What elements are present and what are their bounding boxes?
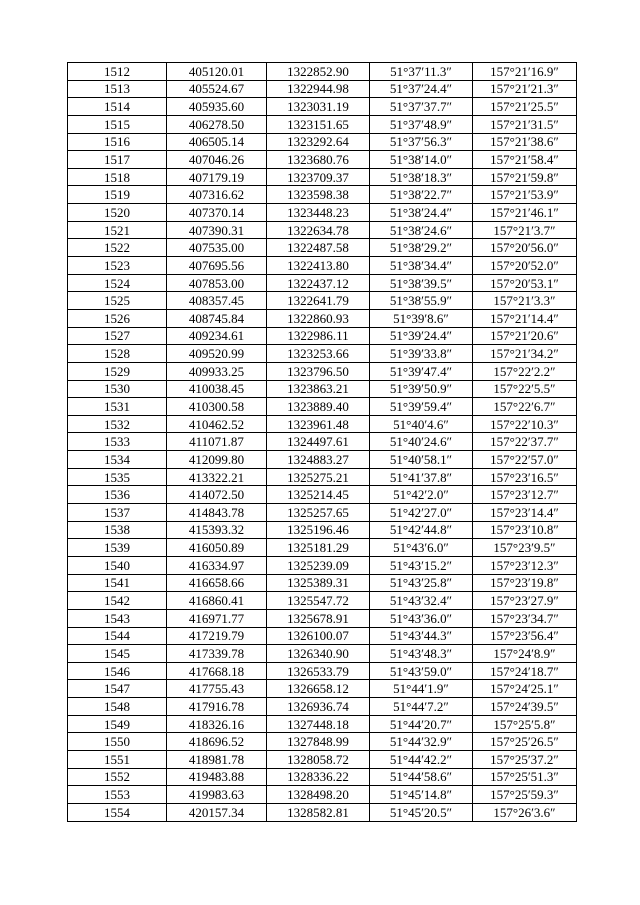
latitude-cell: 51°44′32.9″ [370, 733, 473, 751]
table-row [68, 98, 577, 116]
table-row [68, 592, 577, 610]
latitude-cell: 51°43′48.3″ [370, 645, 473, 663]
table-row [68, 768, 577, 786]
latitude-cell: 51°43′6.0″ [370, 539, 473, 557]
table-row [68, 451, 577, 469]
latitude-cell: 51°42′44.8″ [370, 521, 473, 539]
x-coordinate-cell: 415393.32 [167, 521, 267, 539]
longitude-cell: 157°21′58.4″ [473, 151, 577, 169]
latitude-cell: 51°43′44.3″ [370, 627, 473, 645]
y-coordinate-cell: 1322487.58 [267, 239, 370, 257]
table-row [68, 803, 577, 821]
x-coordinate-cell: 410462.52 [167, 415, 267, 433]
y-coordinate-cell: 1323709.37 [267, 168, 370, 186]
x-coordinate-cell: 414072.50 [167, 486, 267, 504]
longitude-cell: 157°21′46.1″ [473, 204, 577, 222]
x-coordinate-cell: 405935.60 [167, 98, 267, 116]
y-coordinate-cell: 1323292.64 [267, 133, 370, 151]
latitude-cell: 51°38′24.6″ [370, 221, 473, 239]
latitude-cell: 51°37′56.3″ [370, 133, 473, 151]
y-coordinate-cell: 1326340.90 [267, 645, 370, 663]
latitude-cell: 51°38′24.4″ [370, 204, 473, 222]
y-coordinate-cell: 1322986.11 [267, 327, 370, 345]
y-coordinate-cell: 1323151.65 [267, 115, 370, 133]
y-coordinate-cell: 1322944.98 [267, 80, 370, 98]
table-row [68, 645, 577, 663]
y-coordinate-cell: 1322437.12 [267, 274, 370, 292]
table-row [68, 521, 577, 539]
y-coordinate-cell: 1327448.18 [267, 715, 370, 733]
x-coordinate-cell: 416971.77 [167, 609, 267, 627]
longitude-cell: 157°25′5.8″ [473, 715, 577, 733]
x-coordinate-cell: 411071.87 [167, 433, 267, 451]
point-number-cell: 1542 [68, 592, 167, 610]
y-coordinate-cell: 1322413.80 [267, 257, 370, 275]
longitude-cell: 157°23′14.4″ [473, 504, 577, 522]
point-number-cell: 1530 [68, 380, 167, 398]
x-coordinate-cell: 413322.21 [167, 468, 267, 486]
point-number-cell: 1549 [68, 715, 167, 733]
x-coordinate-cell: 414843.78 [167, 504, 267, 522]
latitude-cell: 51°38′29.2″ [370, 239, 473, 257]
y-coordinate-cell: 1326100.07 [267, 627, 370, 645]
latitude-cell: 51°43′36.0″ [370, 609, 473, 627]
table-row [68, 80, 577, 98]
x-coordinate-cell: 407046.26 [167, 151, 267, 169]
y-coordinate-cell: 1326658.12 [267, 680, 370, 698]
x-coordinate-cell: 405524.67 [167, 80, 267, 98]
latitude-cell: 51°43′25.8″ [370, 574, 473, 592]
point-number-cell: 1519 [68, 186, 167, 204]
table-row [68, 362, 577, 380]
table-row [68, 627, 577, 645]
y-coordinate-cell: 1323253.66 [267, 345, 370, 363]
point-number-cell: 1551 [68, 750, 167, 768]
y-coordinate-cell: 1325196.46 [267, 521, 370, 539]
y-coordinate-cell: 1325239.09 [267, 556, 370, 574]
table-row [68, 698, 577, 716]
y-coordinate-cell: 1323680.76 [267, 151, 370, 169]
longitude-cell: 157°23′12.3″ [473, 556, 577, 574]
longitude-cell: 157°21′3.7″ [473, 221, 577, 239]
latitude-cell: 51°40′58.1″ [370, 451, 473, 469]
point-number-cell: 1537 [68, 504, 167, 522]
table-row [68, 486, 577, 504]
point-number-cell: 1552 [68, 768, 167, 786]
x-coordinate-cell: 407390.31 [167, 221, 267, 239]
x-coordinate-cell: 406278.50 [167, 115, 267, 133]
x-coordinate-cell: 407370.14 [167, 204, 267, 222]
point-number-cell: 1548 [68, 698, 167, 716]
latitude-cell: 51°45′20.5″ [370, 803, 473, 821]
longitude-cell: 157°21′20.6″ [473, 327, 577, 345]
latitude-cell: 51°42′2.0″ [370, 486, 473, 504]
x-coordinate-cell: 409234.61 [167, 327, 267, 345]
latitude-cell: 51°41′37.8″ [370, 468, 473, 486]
x-coordinate-cell: 416860.41 [167, 592, 267, 610]
x-coordinate-cell: 416658.66 [167, 574, 267, 592]
y-coordinate-cell: 1327848.99 [267, 733, 370, 751]
x-coordinate-cell: 412099.80 [167, 451, 267, 469]
longitude-cell: 157°23′10.8″ [473, 521, 577, 539]
point-number-cell: 1525 [68, 292, 167, 310]
y-coordinate-cell: 1323031.19 [267, 98, 370, 116]
point-number-cell: 1532 [68, 415, 167, 433]
y-coordinate-cell: 1323961.48 [267, 415, 370, 433]
table-row [68, 504, 577, 522]
longitude-cell: 157°24′18.7″ [473, 662, 577, 680]
latitude-cell: 51°38′14.0″ [370, 151, 473, 169]
longitude-cell: 157°21′59.8″ [473, 168, 577, 186]
latitude-cell: 51°38′39.5″ [370, 274, 473, 292]
table-row [68, 221, 577, 239]
x-coordinate-cell: 407179.19 [167, 168, 267, 186]
longitude-cell: 157°22′10.3″ [473, 415, 577, 433]
y-coordinate-cell: 1323889.40 [267, 398, 370, 416]
y-coordinate-cell: 1325214.45 [267, 486, 370, 504]
point-number-cell: 1554 [68, 803, 167, 821]
y-coordinate-cell: 1324497.61 [267, 433, 370, 451]
y-coordinate-cell: 1328582.81 [267, 803, 370, 821]
y-coordinate-cell: 1328498.20 [267, 786, 370, 804]
longitude-cell: 157°22′5.5″ [473, 380, 577, 398]
latitude-cell: 51°38′18.3″ [370, 168, 473, 186]
point-number-cell: 1516 [68, 133, 167, 151]
longitude-cell: 157°24′39.5″ [473, 698, 577, 716]
latitude-cell: 51°38′22.7″ [370, 186, 473, 204]
table-row [68, 345, 577, 363]
longitude-cell: 157°23′9.5″ [473, 539, 577, 557]
y-coordinate-cell: 1328336.22 [267, 768, 370, 786]
y-coordinate-cell: 1323448.23 [267, 204, 370, 222]
coordinates-table [67, 62, 577, 822]
latitude-cell: 51°45′14.8″ [370, 786, 473, 804]
table-row [68, 433, 577, 451]
point-number-cell: 1544 [68, 627, 167, 645]
longitude-cell: 157°21′31.5″ [473, 115, 577, 133]
point-number-cell: 1553 [68, 786, 167, 804]
longitude-cell: 157°20′52.0″ [473, 257, 577, 275]
y-coordinate-cell: 1325257.65 [267, 504, 370, 522]
point-number-cell: 1521 [68, 221, 167, 239]
point-number-cell: 1520 [68, 204, 167, 222]
y-coordinate-cell: 1326533.79 [267, 662, 370, 680]
longitude-cell: 157°25′37.2″ [473, 750, 577, 768]
latitude-cell: 51°39′8.6″ [370, 309, 473, 327]
x-coordinate-cell: 407695.56 [167, 257, 267, 275]
y-coordinate-cell: 1323598.38 [267, 186, 370, 204]
longitude-cell: 157°21′38.6″ [473, 133, 577, 151]
table-row [68, 133, 577, 151]
x-coordinate-cell: 410300.58 [167, 398, 267, 416]
point-number-cell: 1547 [68, 680, 167, 698]
x-coordinate-cell: 418981.78 [167, 750, 267, 768]
table-row [68, 327, 577, 345]
point-number-cell: 1524 [68, 274, 167, 292]
point-number-cell: 1540 [68, 556, 167, 574]
longitude-cell: 157°23′16.5″ [473, 468, 577, 486]
latitude-cell: 51°39′33.8″ [370, 345, 473, 363]
table-row [68, 733, 577, 751]
table-row [68, 539, 577, 557]
table-row [68, 398, 577, 416]
y-coordinate-cell: 1323863.21 [267, 380, 370, 398]
longitude-cell: 157°22′37.7″ [473, 433, 577, 451]
y-coordinate-cell: 1326936.74 [267, 698, 370, 716]
longitude-cell: 157°25′51.3″ [473, 768, 577, 786]
latitude-cell: 51°39′50.9″ [370, 380, 473, 398]
table-row [68, 574, 577, 592]
table-row [68, 115, 577, 133]
point-number-cell: 1515 [68, 115, 167, 133]
x-coordinate-cell: 406505.14 [167, 133, 267, 151]
longitude-cell: 157°21′21.3″ [473, 80, 577, 98]
point-number-cell: 1531 [68, 398, 167, 416]
longitude-cell: 157°21′3.3″ [473, 292, 577, 310]
latitude-cell: 51°39′47.4″ [370, 362, 473, 380]
latitude-cell: 51°38′34.4″ [370, 257, 473, 275]
table-row [68, 556, 577, 574]
x-coordinate-cell: 407853.00 [167, 274, 267, 292]
y-coordinate-cell: 1325678.91 [267, 609, 370, 627]
latitude-cell: 51°38′55.9″ [370, 292, 473, 310]
longitude-cell: 157°23′27.9″ [473, 592, 577, 610]
longitude-cell: 157°21′53.9″ [473, 186, 577, 204]
latitude-cell: 51°40′4.6″ [370, 415, 473, 433]
longitude-cell: 157°22′6.7″ [473, 398, 577, 416]
latitude-cell: 51°39′59.4″ [370, 398, 473, 416]
x-coordinate-cell: 409520.99 [167, 345, 267, 363]
latitude-cell: 51°43′15.2″ [370, 556, 473, 574]
latitude-cell: 51°44′1.9″ [370, 680, 473, 698]
y-coordinate-cell: 1323796.50 [267, 362, 370, 380]
latitude-cell: 51°44′7.2″ [370, 698, 473, 716]
latitude-cell: 51°37′48.9″ [370, 115, 473, 133]
y-coordinate-cell: 1322634.78 [267, 221, 370, 239]
x-coordinate-cell: 417219.79 [167, 627, 267, 645]
y-coordinate-cell: 1325389.31 [267, 574, 370, 592]
point-number-cell: 1512 [68, 63, 167, 81]
table-row [68, 186, 577, 204]
y-coordinate-cell: 1325181.29 [267, 539, 370, 557]
latitude-cell: 51°39′24.4″ [370, 327, 473, 345]
longitude-cell: 157°21′14.4″ [473, 309, 577, 327]
latitude-cell: 51°42′27.0″ [370, 504, 473, 522]
latitude-cell: 51°37′24.4″ [370, 80, 473, 98]
y-coordinate-cell: 1322641.79 [267, 292, 370, 310]
x-coordinate-cell: 417755.43 [167, 680, 267, 698]
x-coordinate-cell: 419983.63 [167, 786, 267, 804]
latitude-cell: 51°44′42.2″ [370, 750, 473, 768]
longitude-cell: 157°21′34.2″ [473, 345, 577, 363]
point-number-cell: 1546 [68, 662, 167, 680]
x-coordinate-cell: 410038.45 [167, 380, 267, 398]
point-number-cell: 1522 [68, 239, 167, 257]
point-number-cell: 1517 [68, 151, 167, 169]
x-coordinate-cell: 408745.84 [167, 309, 267, 327]
longitude-cell: 157°23′12.7″ [473, 486, 577, 504]
point-number-cell: 1533 [68, 433, 167, 451]
y-coordinate-cell: 1325275.21 [267, 468, 370, 486]
longitude-cell: 157°21′16.9″ [473, 63, 577, 81]
coordinates-table-body [68, 63, 577, 822]
latitude-cell: 51°44′58.6″ [370, 768, 473, 786]
x-coordinate-cell: 417916.78 [167, 698, 267, 716]
latitude-cell: 51°37′11.3″ [370, 63, 473, 81]
x-coordinate-cell: 407316.62 [167, 186, 267, 204]
table-row [68, 380, 577, 398]
point-number-cell: 1528 [68, 345, 167, 363]
point-number-cell: 1535 [68, 468, 167, 486]
x-coordinate-cell: 408357.45 [167, 292, 267, 310]
point-number-cell: 1541 [68, 574, 167, 592]
longitude-cell: 157°23′56.4″ [473, 627, 577, 645]
x-coordinate-cell: 405120.01 [167, 63, 267, 81]
point-number-cell: 1523 [68, 257, 167, 275]
table-row [68, 415, 577, 433]
point-number-cell: 1545 [68, 645, 167, 663]
point-number-cell: 1513 [68, 80, 167, 98]
longitude-cell: 157°23′19.8″ [473, 574, 577, 592]
table-row [68, 662, 577, 680]
y-coordinate-cell: 1328058.72 [267, 750, 370, 768]
longitude-cell: 157°24′25.1″ [473, 680, 577, 698]
longitude-cell: 157°21′25.5″ [473, 98, 577, 116]
table-row [68, 63, 577, 81]
point-number-cell: 1529 [68, 362, 167, 380]
table-row [68, 750, 577, 768]
table-row [68, 168, 577, 186]
table-row [68, 309, 577, 327]
table-row [68, 292, 577, 310]
x-coordinate-cell: 417339.78 [167, 645, 267, 663]
point-number-cell: 1538 [68, 521, 167, 539]
table-row [68, 151, 577, 169]
y-coordinate-cell: 1322852.90 [267, 63, 370, 81]
point-number-cell: 1527 [68, 327, 167, 345]
x-coordinate-cell: 416334.97 [167, 556, 267, 574]
latitude-cell: 51°44′20.7″ [370, 715, 473, 733]
x-coordinate-cell: 416050.89 [167, 539, 267, 557]
longitude-cell: 157°26′3.6″ [473, 803, 577, 821]
latitude-cell: 51°37′37.7″ [370, 98, 473, 116]
point-number-cell: 1514 [68, 98, 167, 116]
point-number-cell: 1518 [68, 168, 167, 186]
x-coordinate-cell: 407535.00 [167, 239, 267, 257]
latitude-cell: 51°43′59.0″ [370, 662, 473, 680]
x-coordinate-cell: 420157.34 [167, 803, 267, 821]
table-row [68, 715, 577, 733]
table-row [68, 786, 577, 804]
table-row [68, 274, 577, 292]
longitude-cell: 157°25′26.5″ [473, 733, 577, 751]
longitude-cell: 157°22′57.0″ [473, 451, 577, 469]
table-row [68, 257, 577, 275]
x-coordinate-cell: 418326.16 [167, 715, 267, 733]
table-row [68, 468, 577, 486]
table-row [68, 239, 577, 257]
point-number-cell: 1539 [68, 539, 167, 557]
point-number-cell: 1543 [68, 609, 167, 627]
x-coordinate-cell: 409933.25 [167, 362, 267, 380]
point-number-cell: 1526 [68, 309, 167, 327]
point-number-cell: 1550 [68, 733, 167, 751]
longitude-cell: 157°20′56.0″ [473, 239, 577, 257]
table-row [68, 204, 577, 222]
table-row [68, 680, 577, 698]
longitude-cell: 157°25′59.3″ [473, 786, 577, 804]
x-coordinate-cell: 417668.18 [167, 662, 267, 680]
table-row [68, 609, 577, 627]
longitude-cell: 157°20′53.1″ [473, 274, 577, 292]
x-coordinate-cell: 419483.88 [167, 768, 267, 786]
longitude-cell: 157°24′8.9″ [473, 645, 577, 663]
longitude-cell: 157°22′2.2″ [473, 362, 577, 380]
x-coordinate-cell: 418696.52 [167, 733, 267, 751]
longitude-cell: 157°23′34.7″ [473, 609, 577, 627]
y-coordinate-cell: 1325547.72 [267, 592, 370, 610]
latitude-cell: 51°43′32.4″ [370, 592, 473, 610]
point-number-cell: 1536 [68, 486, 167, 504]
y-coordinate-cell: 1324883.27 [267, 451, 370, 469]
latitude-cell: 51°40′24.6″ [370, 433, 473, 451]
y-coordinate-cell: 1322860.93 [267, 309, 370, 327]
point-number-cell: 1534 [68, 451, 167, 469]
